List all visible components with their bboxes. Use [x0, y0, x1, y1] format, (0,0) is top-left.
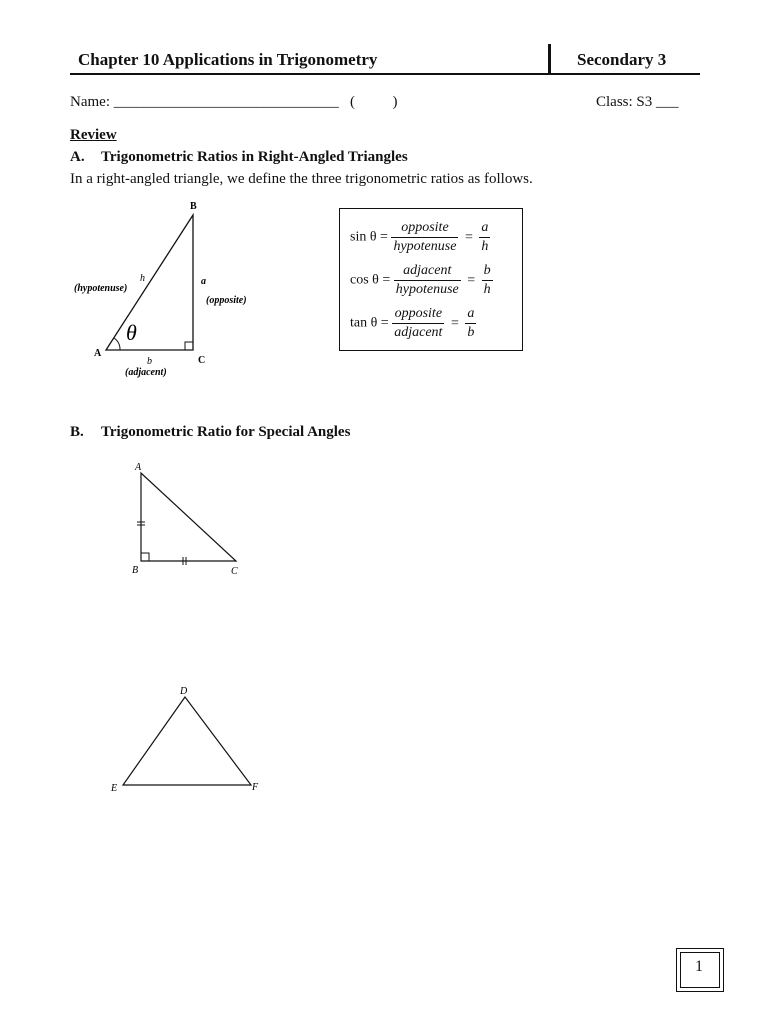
tangent-letter-numerator: a: [465, 305, 476, 324]
tangent-word-fraction: [392, 305, 444, 342]
tangent-word-denominator: adjacent: [394, 325, 443, 340]
section-a-title: Trigonometric Ratios in Right-Angled Triangles: [101, 149, 408, 165]
ratio-formula-box: [339, 208, 523, 351]
tangent-letter-denominator: b: [467, 325, 475, 340]
equilateral-triangle-diagram: [105, 680, 275, 800]
sine-letter-numerator: a: [479, 219, 490, 238]
adjacent-label: (adjacent): [125, 367, 167, 378]
tangent-equals: =: [450, 315, 459, 331]
equilateral-triangle-shape: [123, 697, 251, 785]
vertex-a2-label: A: [135, 462, 142, 473]
name-field: Name: ______________________________: [70, 94, 339, 110]
tangent-function-label: tan θ =: [350, 315, 389, 331]
sine-word-fraction: [391, 219, 458, 256]
right-triangle-diagram: [60, 195, 280, 385]
chapter-title: Chapter 10 Applications in Trigonometry: [78, 50, 378, 69]
vertex-c-label: C: [198, 355, 206, 366]
tangent-word-numerator: opposite: [392, 305, 444, 324]
right-angle-marker-2: [141, 553, 149, 561]
cosine-word-denominator: hypotenuse: [395, 282, 459, 297]
vertex-e-label: E: [111, 783, 118, 794]
cosine-function-label: cos θ =: [350, 272, 391, 288]
review-heading: Review: [70, 127, 117, 143]
sine-function-label: sin θ =: [350, 229, 388, 245]
sine-word-denominator: hypotenuse: [393, 239, 457, 254]
sine-letter-denominator: h: [481, 239, 489, 254]
header-divider: [548, 44, 551, 74]
tangent-letter-fraction: [465, 305, 476, 342]
cosine-letter-denominator: h: [483, 282, 491, 297]
vertex-b-label: B: [190, 201, 197, 212]
section-a-intro: In a right-angled triangle, we define the three trigonometric ratios as follows.: [70, 171, 533, 187]
right-angle-marker: [185, 342, 193, 350]
class-field: Class: S3 ___: [596, 94, 679, 110]
sine-equals: =: [464, 229, 473, 245]
isosceles-right-triangle-shape: [141, 473, 236, 561]
side-b-label: b: [147, 356, 152, 367]
cosine-letter-numerator: b: [482, 262, 493, 281]
sine-letter-fraction: [479, 219, 490, 256]
level-label: Secondary 3: [577, 50, 667, 69]
side-h-label: h: [140, 273, 145, 284]
sine-word-numerator: opposite: [391, 219, 458, 238]
vertex-a-label: A: [94, 348, 102, 359]
vertex-b2-label: B: [132, 565, 139, 576]
cosine-equals: =: [467, 272, 476, 288]
theta-label: θ: [126, 320, 137, 345]
tangent-formula: [350, 305, 476, 342]
angle-arc: [114, 338, 120, 350]
hypotenuse-label: (hypotenuse): [74, 283, 128, 294]
page-number: 1: [695, 958, 703, 975]
section-a-letter: A.: [70, 149, 85, 165]
sine-formula: [350, 219, 490, 256]
opposite-label: (opposite): [206, 295, 247, 306]
header-rule: [70, 73, 700, 75]
cosine-word-numerator: adjacent: [394, 262, 461, 281]
cosine-formula: [350, 262, 493, 299]
cosine-letter-fraction: [482, 262, 493, 299]
index-number-field: ( ): [350, 94, 398, 110]
section-b-letter: B.: [70, 424, 84, 440]
section-b-title: Trigonometric Ratio for Special Angles: [101, 424, 351, 440]
vertex-d-label: D: [180, 686, 188, 697]
vertex-c2-label: C: [231, 566, 238, 577]
cosine-word-fraction: [394, 262, 461, 299]
isosceles-right-triangle-diagram: [120, 455, 260, 585]
vertex-f-label: F: [252, 782, 259, 793]
side-a-label: a: [201, 276, 206, 287]
